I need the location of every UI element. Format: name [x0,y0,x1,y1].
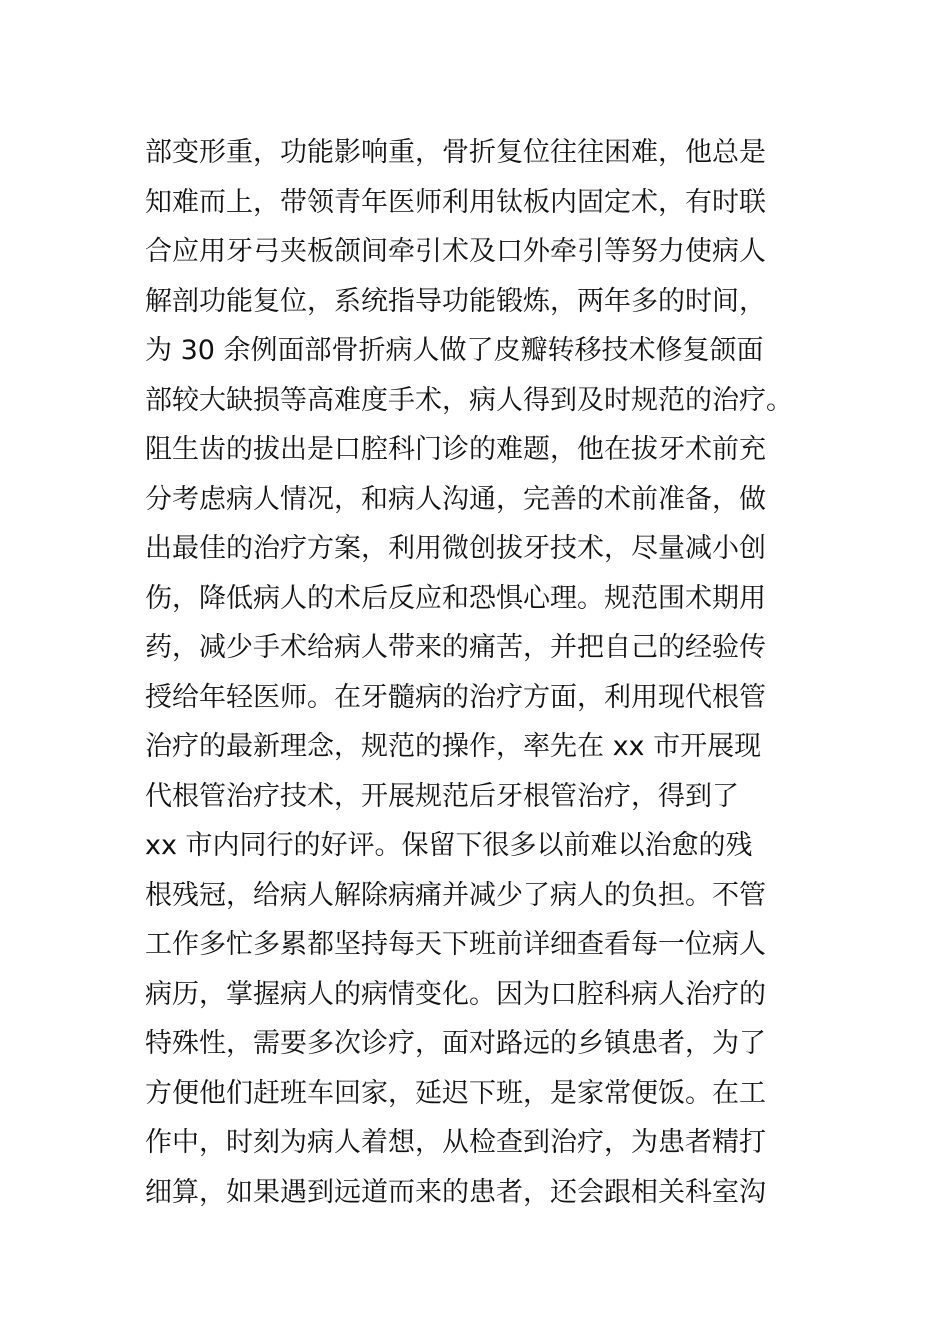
text-line: 解剖功能复位，系统指导功能锻炼，两年多的时间， [145,285,766,317]
text-line: 伤，降低病人的术后反应和恐惧心理。规范围术期用 [145,582,766,614]
text-line: 知难而上，带领青年医师利用钛板内固定术，有时联 [145,186,766,218]
text-line: 根残冠，给病人解除病痛并减少了病人的负担。不管 [145,879,766,911]
text-line: 代根管治疗技术，开展规范后牙根管治疗，得到了 [145,780,739,812]
text-line: 作中，时刻为病人着想，从检查到治疗，为患者精打 [145,1127,766,1158]
text-line: 工作多忙多累都坚持每天下班前详细查看每一位病人 [145,929,766,960]
text-line: 病历，掌握病人的病情变化。因为口腔科病人治疗的 [145,978,766,1010]
text-line: 方便他们赶班车回家，延迟下班，是家常便饭。在工 [145,1077,766,1109]
text-line: 特殊性，需要多次诊疗，面对路远的乡镇患者，为了 [145,1028,766,1059]
text-line: 部较大缺损等高难度手术，病人得到及时规范的治疗。 [145,384,793,416]
body-text [145,128,845,1217]
text-line: 分考虑病人情况，和病人沟通，完善的术前准备，做 [145,483,766,515]
text-line: xx 市内同行的好评。保留下很多以前难以治愈的残 [145,830,753,861]
text-line: 药，减少手术给病人带来的痛苦，并把自己的经验传 [145,632,766,663]
text-line: 授给年轻医师。在牙髓病的治疗方面，利用现代根管 [145,681,766,713]
text-line: 出最佳的治疗方案，利用微创拔牙技术，尽量减小创 [145,533,766,564]
text-line: 治疗的最新理念，规范的操作，率先在 xx 市开展现 [145,731,762,762]
text-line: 部变形重，功能影响重，骨折复位往往困难，他总是 [145,137,766,168]
text-line: 为 30 余例面部骨折病人做了皮瓣转移技术修复颌面 [145,335,764,366]
text-line: 合应用牙弓夹板颌间牵引术及口外牵引等努力使病人 [145,236,766,267]
text-line: 阻生齿的拔出是口腔科门诊的难题，他在拔牙术前充 [145,434,766,465]
text-line: 细算，如果遇到远道而来的患者，还会跟相关科室沟 [145,1176,766,1208]
